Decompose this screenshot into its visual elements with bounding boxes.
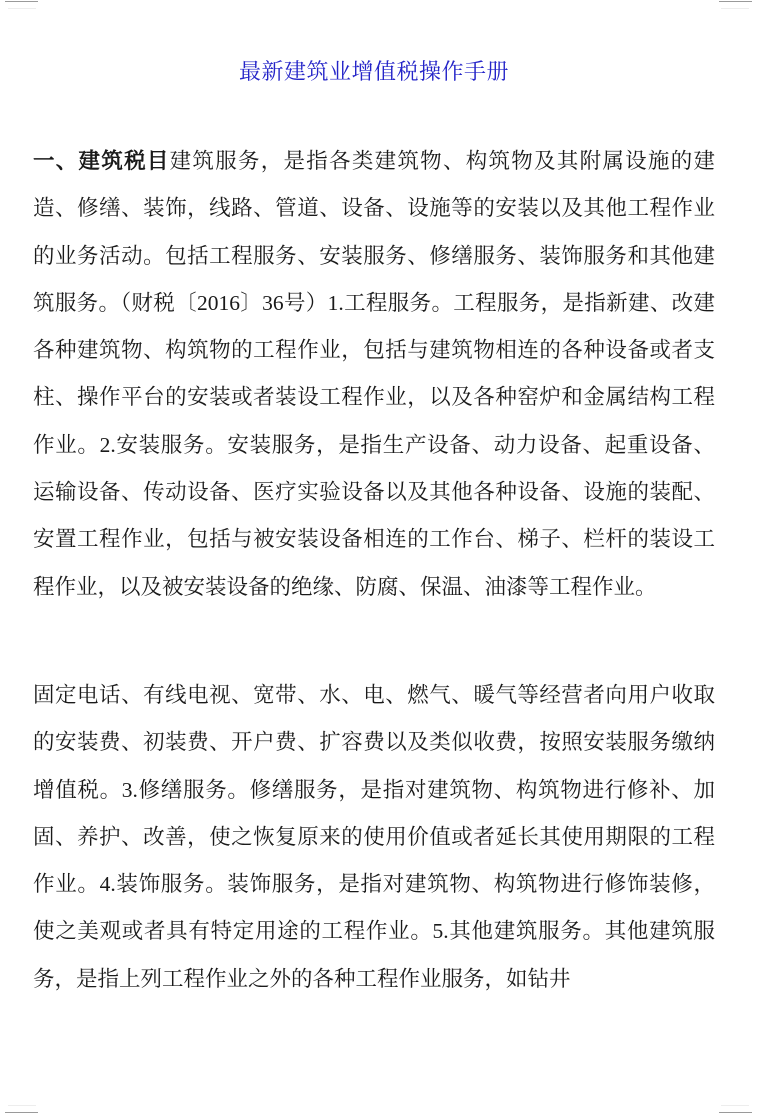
crop-mark-ghost-bottom-right — [721, 1105, 749, 1106]
document-body — [33, 0, 715, 1003]
paragraph-2 — [33, 672, 715, 1003]
paragraph-1-heading: 一、建筑税目 — [33, 149, 170, 173]
crop-mark-bottom-left — [5, 1112, 38, 1113]
paragraph-1-text: 建筑服务，是指各类建筑物、构筑物及其附属设施的建造、修缮、装饰，线路、管道、设备、设施等的安装以及其他工程作业的业务活动。包括工程服务、安装服务、修缮服务、装饰服务和其他建筑服务。（财税〔2016〕36号）1.工程服务。工程服务，是指新建、改建各种建筑物、构筑物的工程作业，包括与建筑物相连的各种设备或者支柱、操作平台的安装或者装设工程作业，以及各种窑炉和金属结构工程作业。2.安装服务。安装服务，是指生产设备、动力设备、起重设备、运输设备、传动设备、医疗实验设备以及其他各种设备、设施的装配、安置工程作业，包括与被安装设备相连的工作台、梯子、栏杆的装设工程作业，以及被安装设备的绝缘、防腐、保温、油漆等工程作业。 — [33, 149, 715, 599]
crop-mark-bottom-right — [719, 1112, 752, 1113]
crop-mark-top-right — [719, 1, 752, 2]
document-title: 最新建筑业增值税操作手册 — [238, 59, 509, 84]
crop-mark-ghost-top-left — [8, 8, 36, 9]
paragraph-2-text: 固定电话、有线电视、宽带、水、电、燃气、暖气等经营者向用户收取的安装费、初装费、开户费、扩容费以及类似收费，按照安装服务缴纳增值税。3.修缮服务。修缮服务，是指对建筑物、构筑物进行修补、加固、养护、改善，使之恢复原来的使用价值或者延长其使用期限的工程作业。4.装饰服务。装饰服务，是指对建筑物、构筑物进行修饰装修，使之美观或者具有特定用途的工程作业。5.其他建筑服务。其他建筑服务，是指上列工程作业之外的各种工程作业服务，如钻井 — [33, 682, 715, 991]
crop-mark-ghost-bottom-left — [8, 1105, 36, 1106]
crop-mark-ghost-top-right — [721, 8, 749, 9]
paragraph-1 — [33, 138, 715, 611]
